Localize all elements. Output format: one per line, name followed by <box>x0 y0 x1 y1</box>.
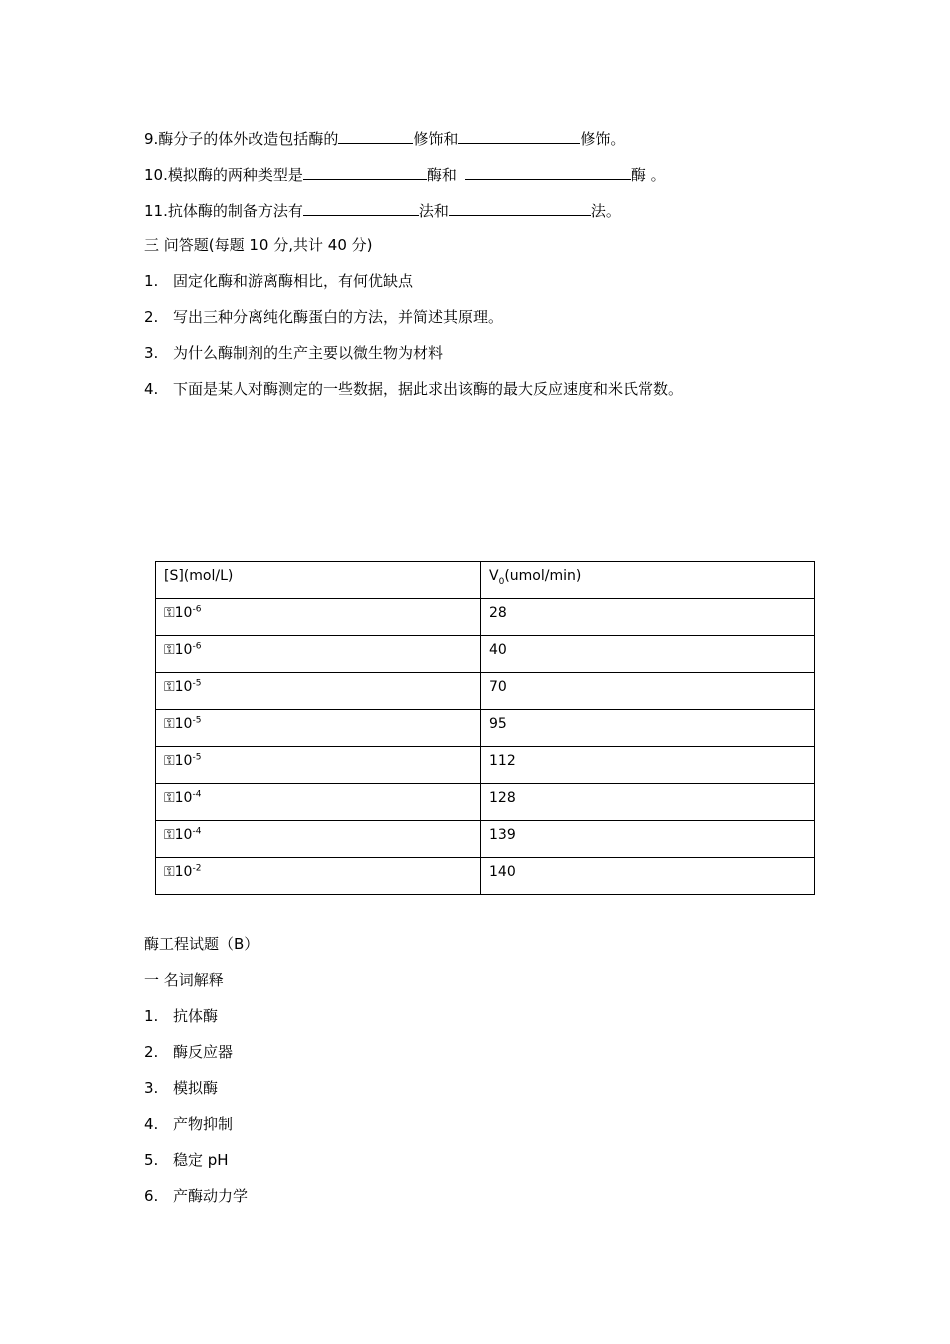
list-item <box>144 1078 218 1098</box>
list-item <box>144 379 683 399</box>
table-row <box>156 710 815 747</box>
substrate-exponent: -4 <box>192 826 202 837</box>
velocity-cell: 139 <box>481 821 815 858</box>
table-header-row <box>156 562 815 599</box>
substrate-exponent: -2 <box>192 863 202 874</box>
substrate-exponent: -5 <box>192 678 202 689</box>
list-item <box>144 307 503 327</box>
section3-heading: 三 问答题(每题 10 分,共计 40 分) <box>144 236 373 254</box>
blank-line <box>458 127 580 144</box>
table-row <box>156 599 815 636</box>
item-number: 1. <box>144 272 159 290</box>
list-item <box>144 1186 248 1206</box>
substrate-exponent: -5 <box>192 752 202 763</box>
substrate-value: ⚿10 <box>164 827 193 843</box>
exam-b-title: 酶工程试题（B） <box>144 935 260 953</box>
item-number: 4. <box>144 1115 159 1133</box>
q10-prefix: 10.模拟酶的两种类型是 <box>144 166 303 184</box>
item-text: 写出三种分离纯化酶蛋白的方法，并简述其原理。 <box>173 308 504 326</box>
item-number: 2. <box>144 308 159 326</box>
blank-line <box>449 199 591 216</box>
item-text: 稳定 pH <box>173 1151 229 1169</box>
substrate-exponent: -5 <box>192 715 202 726</box>
section1-heading: 一 名词解释 <box>144 971 224 989</box>
q11-suffix: 法。 <box>590 202 621 220</box>
substrate-cell <box>156 599 481 636</box>
substrate-value: ⚿10 <box>164 642 193 658</box>
substrate-value: ⚿10 <box>164 716 193 732</box>
list-item <box>144 1006 218 1026</box>
item-number: 5. <box>144 1151 159 1169</box>
table-row <box>156 673 815 710</box>
blank-line <box>303 199 419 216</box>
substrate-value: ⚿10 <box>164 605 193 621</box>
table-row <box>156 784 815 821</box>
velocity-cell: 140 <box>481 858 815 895</box>
blank-line <box>465 163 631 180</box>
item-text: 固定化酶和游离酶相比，有何优缺点 <box>173 272 414 290</box>
header-velocity <box>481 562 815 599</box>
item-number: 4. <box>144 380 159 398</box>
question-11 <box>144 199 621 221</box>
list-item <box>144 1114 233 1134</box>
q11-prefix: 11.抗体酶的制备方法有 <box>144 202 303 220</box>
substrate-cell <box>156 784 481 821</box>
item-number: 3. <box>144 344 159 362</box>
q9-suffix: 修饰。 <box>580 130 626 148</box>
item-number: 6. <box>144 1187 159 1205</box>
item-text: 下面是某人对酶测定的一些数据，据此求出该酶的最大反应速度和米氏常数。 <box>173 380 684 398</box>
table-row <box>156 821 815 858</box>
velocity-symbol: V <box>489 568 499 584</box>
item-text: 酶反应器 <box>173 1043 234 1061</box>
list-item <box>144 1150 229 1170</box>
velocity-unit: (umol/min) <box>504 568 582 584</box>
substrate-cell <box>156 821 481 858</box>
list-item <box>144 343 443 363</box>
substrate-value: ⚿10 <box>164 864 193 880</box>
substrate-cell <box>156 858 481 895</box>
substrate-exponent: -6 <box>192 641 202 652</box>
velocity-cell: 70 <box>481 673 815 710</box>
velocity-cell: 128 <box>481 784 815 821</box>
substrate-value: ⚿10 <box>164 679 193 695</box>
substrate-cell <box>156 673 481 710</box>
list-item <box>144 1042 233 1062</box>
item-number: 1. <box>144 1007 159 1025</box>
substrate-cell <box>156 710 481 747</box>
blank-line <box>338 127 413 144</box>
q9-mid: 修饰和 <box>413 130 459 148</box>
substrate-cell <box>156 747 481 784</box>
item-number: 2. <box>144 1043 159 1061</box>
q10-suffix: 酶 。 <box>630 166 666 184</box>
item-text: 为什么酶制剂的生产主要以微生物为材料 <box>173 344 444 362</box>
item-text: 产酶动力学 <box>173 1187 249 1205</box>
velocity-cell: 40 <box>481 636 815 673</box>
item-text: 抗体酶 <box>173 1007 219 1025</box>
question-9 <box>144 127 625 149</box>
header-substrate: [S](mol/L) <box>156 562 481 599</box>
list-item <box>144 271 413 291</box>
velocity-cell: 28 <box>481 599 815 636</box>
table-row <box>156 858 815 895</box>
q9-prefix: 9.酶分子的体外改造包括酶的 <box>144 130 339 148</box>
q11-mid: 法和 <box>418 202 449 220</box>
substrate-cell <box>156 636 481 673</box>
substrate-value: ⚿10 <box>164 790 193 806</box>
table-row <box>156 636 815 673</box>
velocity-subscript: 0 <box>498 576 505 587</box>
velocity-cell: 112 <box>481 747 815 784</box>
q10-mid: 酶和 <box>426 166 457 184</box>
substrate-exponent: -4 <box>192 789 202 800</box>
item-text: 模拟酶 <box>173 1079 219 1097</box>
substrate-exponent: -6 <box>192 604 202 615</box>
velocity-cell: 95 <box>481 710 815 747</box>
item-number: 3. <box>144 1079 159 1097</box>
table-row <box>156 747 815 784</box>
item-text: 产物抑制 <box>173 1115 234 1133</box>
data-table <box>155 561 815 895</box>
substrate-value: ⚿10 <box>164 753 193 769</box>
question-10 <box>144 163 666 185</box>
blank-line <box>303 163 427 180</box>
